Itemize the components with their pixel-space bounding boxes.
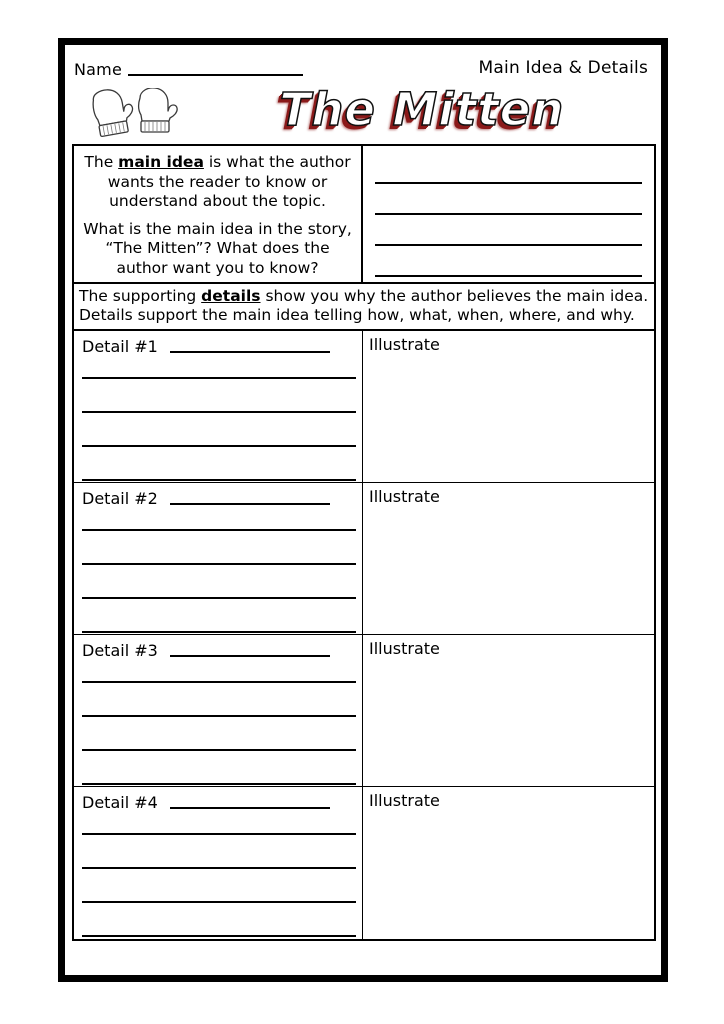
main-idea-answer-area[interactable]	[363, 146, 654, 282]
detail-label: Detail #2	[82, 489, 158, 508]
dashed-border-left	[58, 38, 65, 982]
details-text-after: show you why the author believes the main idea. Details support the main idea telling how, what, when, where, and why.	[79, 287, 649, 324]
detail-writing-area[interactable]	[74, 787, 363, 939]
detail-row	[74, 483, 654, 635]
illustrate-area[interactable]	[363, 483, 654, 634]
answer-write-line[interactable]	[375, 182, 642, 184]
details-text-before: The supporting	[79, 287, 202, 305]
dashed-border-right	[661, 38, 668, 982]
name-label: Name	[74, 60, 123, 79]
detail-title-blank-line[interactable]	[170, 351, 330, 353]
illustrate-area[interactable]	[363, 787, 654, 939]
detail-row	[74, 331, 654, 483]
detail-title-blank-line[interactable]	[170, 807, 330, 809]
detail-label: Detail #4	[82, 793, 158, 812]
detail-write-line[interactable]	[82, 377, 356, 379]
detail-write-line[interactable]	[82, 597, 356, 599]
detail-write-line[interactable]	[82, 681, 356, 683]
detail-write-line[interactable]	[82, 479, 356, 481]
detail-write-line[interactable]	[82, 783, 356, 785]
illustrate-label: Illustrate	[369, 791, 440, 810]
detail-heading	[82, 641, 362, 660]
main-idea-box	[72, 144, 656, 284]
main-idea-term: main idea	[118, 153, 204, 171]
detail-write-line[interactable]	[82, 529, 356, 531]
details-term: details	[201, 287, 261, 305]
details-instruction-banner	[72, 284, 656, 331]
detail-write-line[interactable]	[82, 631, 356, 633]
illustrate-label: Illustrate	[369, 335, 440, 354]
detail-write-line[interactable]	[82, 563, 356, 565]
detail-write-line[interactable]	[82, 867, 356, 869]
illustrate-area[interactable]	[363, 635, 654, 786]
main-idea-prompt	[74, 146, 363, 282]
worksheet-topic-label: Main Idea & Details	[478, 58, 648, 78]
detail-write-line[interactable]	[82, 833, 356, 835]
name-write-line[interactable]	[128, 74, 303, 76]
title-row	[72, 82, 656, 144]
details-stack	[72, 331, 656, 941]
answer-write-line[interactable]	[375, 244, 642, 246]
worksheet-header	[72, 52, 656, 82]
detail-write-line[interactable]	[82, 411, 356, 413]
detail-heading	[82, 337, 362, 356]
detail-label: Detail #3	[82, 641, 158, 660]
main-idea-question: What is the main idea in the story, “The Mitten”? What does the author want you to know?	[83, 219, 352, 277]
detail-title-blank-line[interactable]	[170, 655, 330, 657]
worksheet-page	[72, 52, 656, 952]
illustrate-label: Illustrate	[369, 639, 440, 658]
detail-writing-area[interactable]	[74, 483, 363, 634]
detail-write-line[interactable]	[82, 749, 356, 751]
name-field[interactable]	[74, 60, 303, 79]
mittens-icon	[78, 88, 186, 144]
detail-heading	[82, 489, 362, 508]
page-title: The Mitten	[279, 83, 565, 136]
detail-heading	[82, 793, 362, 812]
detail-label: Detail #1	[82, 337, 158, 356]
illustrate-area[interactable]	[363, 331, 654, 482]
dashed-border-top	[58, 38, 668, 45]
detail-writing-area[interactable]	[74, 635, 363, 786]
detail-write-line[interactable]	[82, 715, 356, 717]
detail-write-line[interactable]	[82, 935, 356, 937]
answer-write-line[interactable]	[375, 213, 642, 215]
definition-text-after: is what the author wants the reader to know or understand about the topic.	[107, 153, 351, 210]
detail-row	[74, 635, 654, 787]
answer-write-line[interactable]	[375, 275, 642, 277]
main-idea-definition	[80, 153, 355, 212]
dashed-border-bottom	[58, 975, 668, 982]
detail-write-line[interactable]	[82, 445, 356, 447]
detail-title-blank-line[interactable]	[170, 503, 330, 505]
illustrate-label: Illustrate	[369, 487, 440, 506]
detail-row	[74, 787, 654, 939]
definition-text-before: The	[84, 153, 119, 171]
detail-write-line[interactable]	[82, 901, 356, 903]
detail-writing-area[interactable]	[74, 331, 363, 482]
